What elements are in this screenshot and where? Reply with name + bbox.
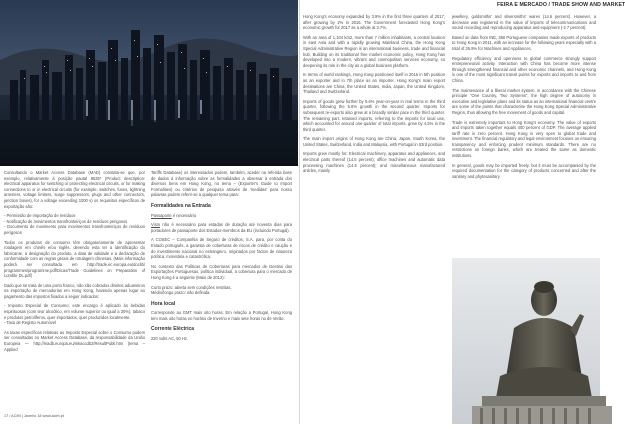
col4-paragraph: Regulatory efficiency and openness to global commerce strongly support entrepreneurial activity. Interaction with China has become more intense through strengthened financial and other economic channels, and Hong Kong is one of the most significant transit points for exports and imports to and from China.	[452, 55, 596, 83]
visa-text: não é necessário para estadas de duração até noventa dias para portadores de passaporte dos Estados-membros da EU (incluindo Portugal).	[151, 222, 292, 233]
col4-paragraph: Based on data from INE, 360 Portuguese companies made exports of products to Hong Kong in 2011, with an increase for the following years especially with a total of 36.9% for Machines and Appliances.	[452, 34, 596, 51]
subheading-local-time: Hora local	[151, 300, 176, 307]
subheading-entry-formalities: Formalidades na Entrada	[151, 202, 211, 209]
col4-paragraph: In general, goods may be imported freely, but it must be accompanied by the required documentation for the category of products concerned and after the sanitary and phytosanitary	[452, 162, 596, 179]
col3-paragraph: Hong Kong's economy expanded by 3.9% in the first three quarters of 2017, after growing by 2% in 2016. The Government forecasted Hong Kong's economic growth for 2017 as a whole at 3.7%.	[303, 14, 445, 31]
col1-paragraph: - Permissão de importação de resíduos - Notificação de movimentos transfronteiriços de resíduos perigosos - Documento de movimento para movimentos transfronteiriços de resíduos perigosos	[4, 213, 145, 235]
hong-kong-skyline-photo	[0, 0, 298, 166]
visa-label: Visto	[151, 222, 161, 228]
column-1	[4, 170, 145, 356]
page-footer: 17 / ACIM | Janeiro 18 www.acim.pt	[4, 414, 64, 418]
col2-paragraph: No contexto das Políticas de Coberturas para mercados de Destino das Exportações Portuguesas, política individual, a cobertura para o mercado de Hong Kong é a seguinte (Maio de 2012):	[151, 263, 292, 280]
tian-tan-buddha-photo	[452, 258, 600, 424]
col2-intro: Tariffs Database) os interessados podem, também, aceder na referida base de dados à informação sobre as formalidades a observar à entrada dos diversos bens em Hong Kong, no tema – (Exporter's Guide to Import Formalities) ou critérios de pesquisa através de 'medidas' para nosso palavras podem referir-se a qualquer tema para:	[151, 170, 292, 198]
col3-paragraph: With an area of 1,104 km2, more than 7 million inhabitants, a central location in east Asia and with a rapidly growing Mainland China, the Hong Kong Special Administrative Region is an international business, trade and financial hub. Building on its traditional free market economic policy, Hong Kong has developed into a modern, vibrant and cosmopolitan services economy, so deepening its role in the city as a global business platform.	[303, 34, 445, 68]
col3-paragraph: The main import origins of Hong Kong are China, Japan, South Korea, the United States, Switzerland, India and Malaysia, with Portugal in 53rd position.	[303, 136, 445, 147]
col1-paragraph: As taxas específicas relativas ao Imposto Especial sobre o Consumo podem ser consultadas no Market Access Database, da responsabilidade da União Europeia — http://madb.europa.eu/mkaccdb2/ResultPubli.htm (tema – Applied	[4, 329, 145, 352]
page-fold	[299, 0, 300, 424]
column-4	[452, 14, 596, 183]
visa-line	[151, 222, 292, 233]
col1-paragraph: Todos os produtos de consumo têm obrigatoriamente de apresentar rotulagem em chinês e/ou inglês, devendo esta ter a identificação do fabricante, a designação do produto, a data de validade e a declaração de conformidade com as regras gerais de rotulagem chinesas. (Mais informação poderá ser consultada em http://trade.ec.europa.eu/doclib/ programmes/programme.pdf/Dicas/Trade Guidelines on Preparation of Lumble DL.pdf)	[4, 239, 145, 279]
col3-paragraph: In terms of world rankings, Hong Kong positioned itself in 2016 in 5th position as an exporter and in 7th place as an importer. Hong Kong's main export destinations are China, the United States, India, Japan, the United Kingdom, Thailand and Switzerland.	[303, 72, 445, 95]
column-3	[303, 14, 445, 178]
column-2	[151, 170, 292, 346]
passport-label: Passaporte	[151, 212, 172, 218]
subheading-electric-current: Corrente Eléctrica	[151, 326, 195, 333]
col2-paragraph: A COSEC – Companhia de Seguro de créditos, S.A. para, por conta do Estado português, a garantia de coberturas de riscos de crédito e caução e do investimento nacional no estrangeiro, originados por factos de natureza política, monetária e catastrófica.	[151, 237, 292, 260]
col1-paragraph: - Imposto Especial de Consumo: este encargo é aplicado às bebidas espirituosas (com teor alcoólico, em volume superior ou igual a 30%), tabaco e produtos petrolíferos, quer importados, quer produzidos localmente. - Taxa de Registo Automóvel	[4, 303, 145, 326]
col4-paragraph: The maintenance of a liberal market system, in accordance with the Chinese principle "One Country, Two Systems", the high degree of autonomy in executive and legislative plans and its status as an international financial centre are some of the points that characterise the Hong Kong Special Administrative Region, thus allowing the free movement of goods and capital.	[452, 87, 596, 115]
col1-paragraph: Consultando o Market Access Database (MAD) constata-se que, por exemplo, relativamente à posição pautal 8535* (Product description: electrical apparatus for switching or protecting electrical circuits, or for making connections to or in electrical circuits (for example, switches, fuses, lightning arresters, voltage limiters, surge suppressors, plugs and other connectors, junction boxes), for a voltage exceeding 1000 v) os requisitos específicos de exportação são:	[4, 170, 145, 209]
section-header-title: FEIRA E MERCADO / TRADE SHOW AND MARKET	[497, 2, 625, 8]
passport-line	[151, 213, 292, 219]
passport-text: é necessário	[172, 212, 197, 218]
col4-paragraph: jewellery, goldsmiths' and silversmiths' wares (14.6 percent). However, a decrease was registered in the value of imports of telecommunications and sound recording and reproducing apparatus and equipment (-2.7 percent).	[452, 14, 596, 31]
col2-paragraph: 220 volts AC, 50 Hz.	[151, 336, 189, 342]
col3-paragraph: Imports grew mostly for: Electrical machinery, apparatus and appliances, and electrical parts thereof (14.5 percent); office machines and automatic data processing machines (14.5 percent); and miscellaneous manufactured articles, mainly	[303, 151, 445, 174]
section-header	[497, 2, 625, 12]
col4-paragraph: Trade is extremely important to Hong Kong's economy. The value of exports and imports taken together equals 400 percent of GDP. The average applied tariff rate is zero percent. Hong Kong is very open to global trade and investment. The financial regulatory and legal environment focuses on ensuring transparency and enforcing prudent minimum standards. There are no restrictions on foreign banks, which are treated the same as domestic institutions.	[452, 119, 596, 159]
col1-paragraph: Dado que se trata de uma porto franco, não são cobrados direitos aduaneiros na importação de mercadorias em Hong Kong, havendo apenas lugar ao pagamento das impostos fixados a seguir indicados:	[4, 282, 145, 299]
col3-paragraph: Imports of goods grew further by 5.6% year-on-year in real terms in the third quarter, following the 5.6% growth in the second quarter. Imports for subsequent re-exports also grew at a broadly similar pace in the third quarter. The remaining part, retained imports, referring to the imports for local use, which accounted for around one-quarter of total imports, grew by 4.5% in the third quarter.	[303, 98, 445, 132]
col2-paragraph: Curto prazo: aberta sem condições restritas. Médio/longo prazo: não definida.	[151, 284, 232, 296]
col2-paragraph: Corresponde ao GMT mais oito horas. Em relação a Portugal, Hong Kong tem mais oito horas no horário de Inverno e mais sete horas no de Verão.	[151, 310, 292, 321]
